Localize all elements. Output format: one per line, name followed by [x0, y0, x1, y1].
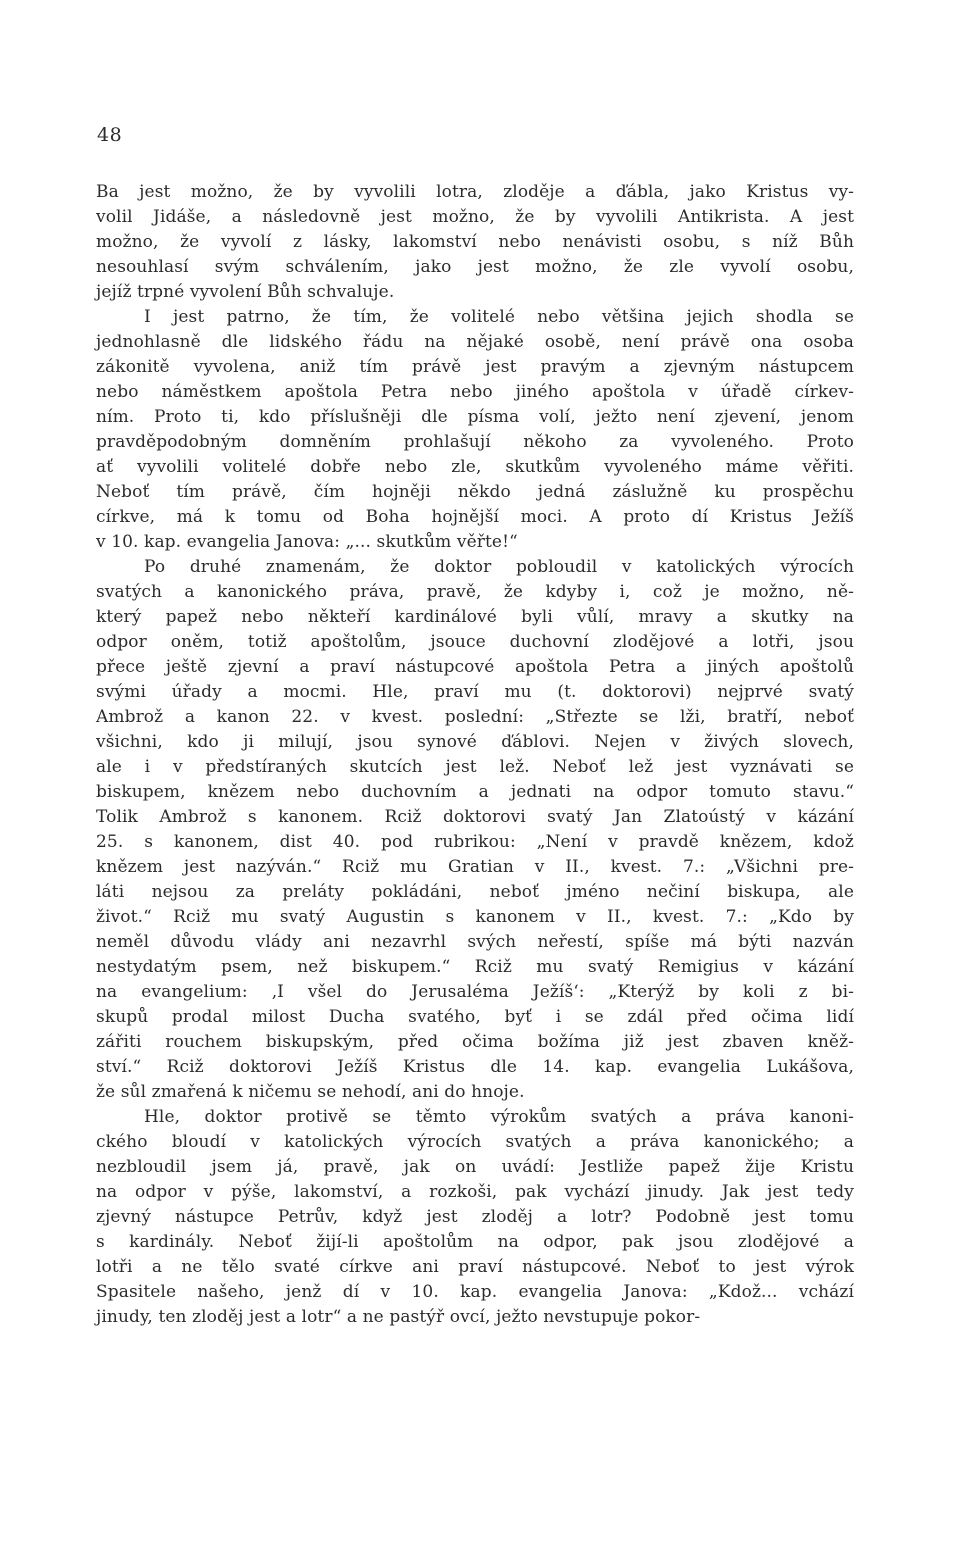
text-line: biskupem, knězem nebo duchovním a jednati na odpor tomuto stavu.“ [96, 782, 854, 802]
text-line: život.“ Rciž mu svatý Augustin s kanonem v II., kvest. 7.: „Kdo by [96, 907, 854, 927]
text-line: na evangelium: ‚I všel do Jerusaléma Ježíš‘: „Kterýž by koli z bi- [96, 982, 854, 1002]
text-line: jejíž trpné vyvolení Bůh schvaluje. [96, 282, 395, 302]
page-number: 48 [97, 124, 123, 146]
text-line: nebo náměstkem apoštola Petra nebo jiného apoštola v úřadě církev- [96, 382, 854, 402]
text-line: církve, má k tomu od Boha hojnější moci. A proto dí Kristus Ježíš [96, 507, 854, 527]
text-line: ať vyvolili volitelé dobře nebo zle, skutkům vyvoleného máme věřiti. [96, 457, 854, 477]
text-line: Neboť tím právě, čím hojněji někdo jedná záslužně ku prospěchu [96, 482, 854, 502]
text-line: svými úřady a mocmi. Hle, praví mu (t. doktorovi) nejprvé svatý [96, 682, 854, 702]
text-line: Hle, doktor protivě se těmto výrokům svatých a práva kanoni- [144, 1107, 854, 1127]
text-line: jednohlasně dle lidského řádu na nějaké osobě, není právě ona osoba [96, 332, 854, 352]
text-line: zákonitě vyvolena, aniž tím právě jest pravým a zjevným nástupcem [96, 357, 854, 377]
text-line: zjevný nástupce Petrův, když jest zloděj a lotr? Podobně jest tomu [96, 1207, 854, 1227]
text-line: s kardinály. Neboť žijí-li apoštolům na odpor, pak jsou zlodějové a [96, 1232, 854, 1252]
text-line: Tolik Ambrož s kanonem. Rciž doktorovi svatý Jan Zlatoústý v kázání [96, 807, 854, 827]
text-line: láti nejsou za preláty pokládáni, neboť jméno nečiní biskupa, ale [96, 882, 854, 902]
text-line: odpor oněm, totiž apoštolům, jsouce duchovní zlodějové a lotři, jsou [96, 632, 854, 652]
text-line: že sůl zmařená k ničemu se nehodí, ani do hnoje. [96, 1082, 525, 1102]
text-line: nesouhlasí svým schválením, jako jest možno, že zle vyvolí osobu, [96, 257, 854, 277]
text-line: Ba jest možno, že by vyvolili lotra, zloděje a ďábla, jako Kristus vy- [96, 182, 854, 202]
text-line: neměl důvodu vlády ani nezavrhl svých neřestí, spíše má býti nazván [96, 932, 854, 952]
text-line: pravděpodobným domněním prohlašují někoho za vyvoleného. Proto [96, 432, 854, 452]
paragraph [96, 305, 854, 555]
text-line: 25. s kanonem, dist 40. pod rubrikou: „Není v pravdě knězem, kdož [96, 832, 854, 852]
text-line: ství.“ Rciž doktorovi Ježíš Kristus dle 14. kap. evangelia Lukášova, [96, 1057, 854, 1077]
text-line: ním. Proto ti, kdo příslušněji dle písma volí, ježto není zjevení, jenom [96, 407, 854, 427]
text-line: všichni, kdo ji milují, jsou synové ďáblovi. Nejen v živých slovech, [96, 732, 854, 752]
text-line: skupů prodal milost Ducha svatého, byť i se zdál před očima lidí [96, 1007, 854, 1027]
text-line: Spasitele našeho, jenž dí v 10. kap. evangelia Janova: „Kdož... vchází [96, 1282, 854, 1302]
paragraph [96, 180, 854, 305]
text-line: I jest patrno, že tím, že volitelé nebo většina jejich shodla se [144, 307, 854, 327]
text-line: ckého bloudí v katolických výrocích svatých a práva kanonického; a [96, 1132, 854, 1152]
text-line: ale i v předstíraných skutcích jest lež. Neboť lež jest vyznávati se [96, 757, 854, 777]
text-line: nezbloudil jsem já, pravě, jak on uvádí: Jestliže papež žije Kristu [96, 1157, 854, 1177]
text-line: nestydatým psem, než biskupem.“ Rciž mu svatý Remigius v kázání [96, 957, 854, 977]
text-line: v 10. kap. evangelia Janova: „... skutkům věřte!“ [96, 532, 518, 552]
text-line: svatých a kanonického práva, pravě, že kdyby i, což je možno, ně- [96, 582, 854, 602]
text-line: volil Jidáše, a následovně jest možno, že by vyvolili Antikrista. A jest [96, 207, 854, 227]
text-line: knězem jest nazýván.“ Rciž mu Gratian v II., kvest. 7.: „Všichni pre- [96, 857, 854, 877]
text-line: zářiti rouchem biskupským, před očima božíma již jest zbaven kněž- [96, 1032, 854, 1052]
paragraph [96, 1105, 854, 1330]
text-line: jinudy, ten zloděj jest a lotr“ a ne pastýř ovcí, ježto nevstupuje pokor- [96, 1307, 701, 1327]
text-line: Ambrož a kanon 22. v kvest. poslední: „Střezte se lži, bratří, neboť [96, 707, 854, 727]
paragraph [96, 555, 854, 1105]
body-text [96, 180, 854, 1330]
text-line: který papež nebo někteří kardinálové byli vůlí, mravy a skutky na [96, 607, 854, 627]
text-line: lotři a ne tělo svaté církve ani praví nástupcové. Neboť to jest výrok [96, 1257, 854, 1277]
text-line: přece ještě zjevní a praví nástupcové apoštola Petra a jiných apoštolů [96, 657, 854, 677]
text-line: Po druhé znamenám, že doktor pobloudil v katolických výrocích [144, 557, 854, 577]
text-line: možno, že vyvolí z lásky, lakomství nebo nenávisti osobu, s níž Bůh [96, 232, 854, 252]
text-line: na odpor v pýše, lakomství, a rozkoši, pak vychází jinudy. Jak jest tedy [96, 1182, 854, 1202]
